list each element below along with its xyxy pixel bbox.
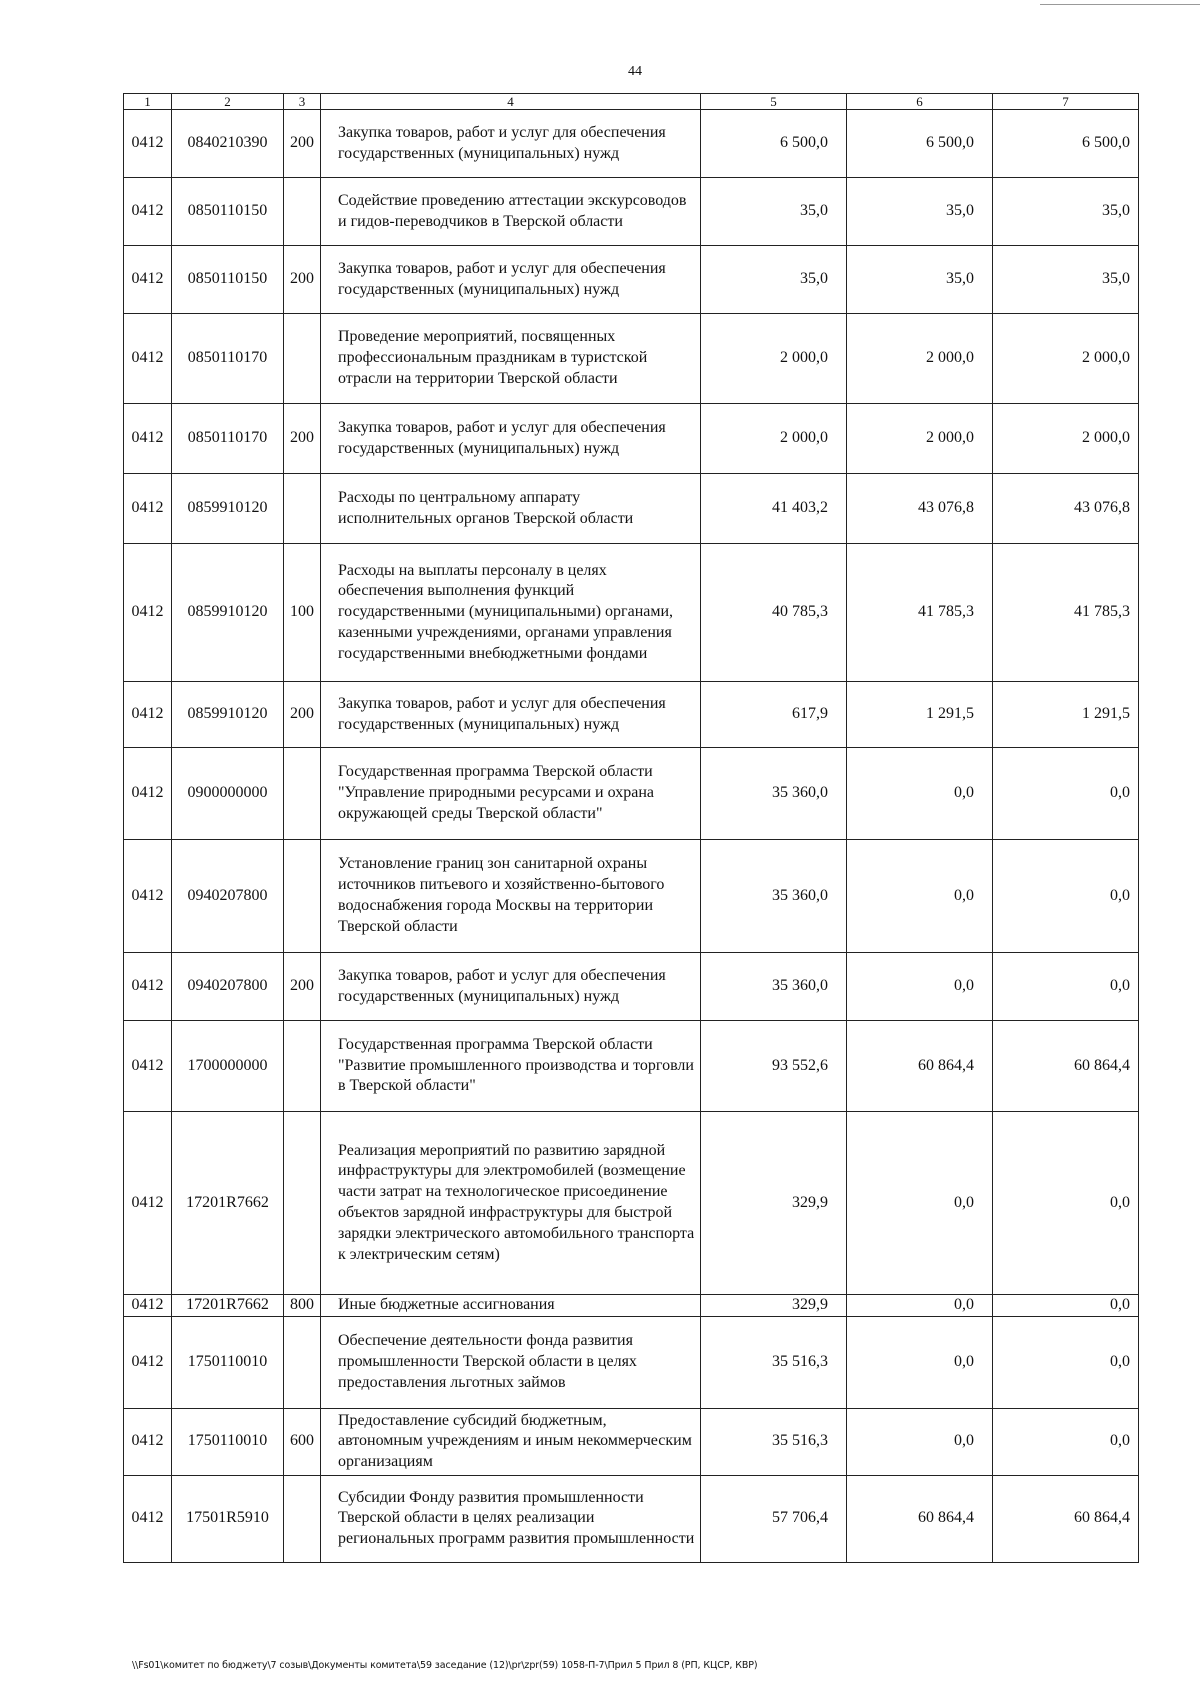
section-code: 0412	[124, 953, 172, 1021]
target-article-code: 17201R7662	[172, 1112, 284, 1295]
description: Иные бюджетные ассигнования	[321, 1295, 701, 1317]
table-row	[124, 178, 1139, 246]
target-article-code: 0859910120	[172, 544, 284, 682]
section-code: 0412	[124, 314, 172, 404]
target-article-code: 0940207800	[172, 840, 284, 953]
table-row	[124, 682, 1139, 748]
table-row	[124, 1475, 1139, 1562]
amount-col7: 0,0	[993, 1316, 1139, 1408]
amount-col5: 2 000,0	[701, 314, 847, 404]
expense-type-code	[284, 1475, 321, 1562]
amount-col7: 0,0	[993, 1295, 1139, 1317]
amount-col7: 0,0	[993, 840, 1139, 953]
expense-type-code	[284, 474, 321, 544]
description: Субсидии Фонду развития промышленности Тверской области в целях реализации региональных программ развития промышленности	[321, 1475, 701, 1562]
target-article-code: 0940207800	[172, 953, 284, 1021]
table-row	[124, 404, 1139, 474]
amount-col5: 35,0	[701, 246, 847, 314]
section-code: 0412	[124, 178, 172, 246]
target-article-code: 0840210390	[172, 110, 284, 178]
header-cell: 1	[124, 94, 172, 110]
amount-col5: 35 360,0	[701, 748, 847, 840]
expense-type-code	[284, 314, 321, 404]
footer-file-path: \\Fs01\комитет по бюджету\7 созыв\Документы комитета\59 заседание (12)\pr\zpr(59) 1058-П-7\Прил 5 Прил 8 (РП, КЦСР, КВР)	[132, 1660, 758, 1671]
header-cell: 2	[172, 94, 284, 110]
section-code: 0412	[124, 110, 172, 178]
table-row	[124, 544, 1139, 682]
amount-col6: 0,0	[847, 840, 993, 953]
table-row	[124, 1408, 1139, 1475]
table-row	[124, 953, 1139, 1021]
table-row	[124, 474, 1139, 544]
amount-col7: 41 785,3	[993, 544, 1139, 682]
amount-col7: 0,0	[993, 1112, 1139, 1295]
section-code: 0412	[124, 246, 172, 314]
description: Закупка товаров, работ и услуг для обеспечения государственных (муниципальных) нужд	[321, 682, 701, 748]
expense-type-code	[284, 748, 321, 840]
expense-type-code: 200	[284, 404, 321, 474]
amount-col7: 1 291,5	[993, 682, 1139, 748]
amount-col6: 41 785,3	[847, 544, 993, 682]
target-article-code: 0850110150	[172, 246, 284, 314]
section-code: 0412	[124, 1316, 172, 1408]
description: Закупка товаров, работ и услуг для обеспечения государственных (муниципальных) нужд	[321, 246, 701, 314]
description: Содействие проведению аттестации экскурсоводов и гидов-переводчиков в Тверской области	[321, 178, 701, 246]
target-article-code: 1750110010	[172, 1316, 284, 1408]
amount-col7: 60 864,4	[993, 1475, 1139, 1562]
amount-col5: 35,0	[701, 178, 847, 246]
table-row	[124, 314, 1139, 404]
amount-col7: 2 000,0	[993, 404, 1139, 474]
amount-col6: 60 864,4	[847, 1475, 993, 1562]
expense-type-code: 100	[284, 544, 321, 682]
expense-type-code: 200	[284, 246, 321, 314]
section-code: 0412	[124, 1295, 172, 1317]
amount-col7: 35,0	[993, 246, 1139, 314]
table-row	[124, 1112, 1139, 1295]
table-row	[124, 1021, 1139, 1112]
header-row	[124, 94, 1139, 110]
header-cell: 3	[284, 94, 321, 110]
section-code: 0412	[124, 682, 172, 748]
description: Установление границ зон санитарной охраны источников питьевого и хозяйственно-бытового водоснабжения города Москвы на территории Тверской области	[321, 840, 701, 953]
section-code: 0412	[124, 404, 172, 474]
expense-type-code	[284, 1316, 321, 1408]
amount-col5: 329,9	[701, 1112, 847, 1295]
amount-col6: 0,0	[847, 1316, 993, 1408]
target-article-code: 1700000000	[172, 1021, 284, 1112]
amount-col6: 2 000,0	[847, 314, 993, 404]
amount-col6: 1 291,5	[847, 682, 993, 748]
target-article-code: 1750110010	[172, 1408, 284, 1475]
amount-col6: 60 864,4	[847, 1021, 993, 1112]
description: Предоставление субсидий бюджетным, автономным учреждениям и иным некоммерческим организациям	[321, 1408, 701, 1475]
amount-col7: 6 500,0	[993, 110, 1139, 178]
amount-col7: 35,0	[993, 178, 1139, 246]
expense-type-code: 200	[284, 110, 321, 178]
amount-col7: 43 076,8	[993, 474, 1139, 544]
expense-type-code: 600	[284, 1408, 321, 1475]
amount-col6: 35,0	[847, 246, 993, 314]
amount-col6: 0,0	[847, 748, 993, 840]
budget-table	[123, 93, 1139, 1563]
amount-col7: 0,0	[993, 953, 1139, 1021]
amount-col7: 0,0	[993, 1408, 1139, 1475]
section-code: 0412	[124, 748, 172, 840]
table-row	[124, 110, 1139, 178]
amount-col6: 0,0	[847, 953, 993, 1021]
expense-type-code: 800	[284, 1295, 321, 1317]
section-code: 0412	[124, 1408, 172, 1475]
amount-col7: 2 000,0	[993, 314, 1139, 404]
expense-type-code: 200	[284, 953, 321, 1021]
amount-col5: 2 000,0	[701, 404, 847, 474]
amount-col6: 2 000,0	[847, 404, 993, 474]
table-row	[124, 1295, 1139, 1317]
target-article-code: 0900000000	[172, 748, 284, 840]
description: Расходы на выплаты персоналу в целях обеспечения выполнения функций государственными (муниципальными) органами, казенными учреждениями, органами управления государственными внебюджетными фондами	[321, 544, 701, 682]
page-edge-line	[1040, 4, 1200, 5]
description: Закупка товаров, работ и услуг для обеспечения государственных (муниципальных) нужд	[321, 953, 701, 1021]
section-code: 0412	[124, 1112, 172, 1295]
section-code: 0412	[124, 1021, 172, 1112]
target-article-code: 17501R5910	[172, 1475, 284, 1562]
header-cell: 7	[993, 94, 1139, 110]
expense-type-code	[284, 1112, 321, 1295]
table-row	[124, 840, 1139, 953]
target-article-code: 0859910120	[172, 682, 284, 748]
target-article-code: 0850110170	[172, 314, 284, 404]
amount-col5: 35 360,0	[701, 840, 847, 953]
description: Расходы по центральному аппарату исполнительных органов Тверской области	[321, 474, 701, 544]
section-code: 0412	[124, 544, 172, 682]
section-code: 0412	[124, 1475, 172, 1562]
expense-type-code	[284, 1021, 321, 1112]
expense-type-code: 200	[284, 682, 321, 748]
header-cell: 4	[321, 94, 701, 110]
amount-col5: 93 552,6	[701, 1021, 847, 1112]
expense-type-code	[284, 178, 321, 246]
amount-col5: 6 500,0	[701, 110, 847, 178]
section-code: 0412	[124, 474, 172, 544]
header-cell: 6	[847, 94, 993, 110]
description: Реализация мероприятий по развитию зарядной инфраструктуры для электромобилей (возмещение части затрат на технологическое присоединение объектов зарядной инфраструктуры для быстрой зарядки электрического автомобильного транспорта к электрическим сетям)	[321, 1112, 701, 1295]
section-code: 0412	[124, 840, 172, 953]
expense-type-code	[284, 840, 321, 953]
amount-col6: 0,0	[847, 1295, 993, 1317]
description: Государственная программа Тверской области "Управление природными ресурсами и охрана окружающей среды Тверской области"	[321, 748, 701, 840]
amount-col5: 35 360,0	[701, 953, 847, 1021]
description: Проведение мероприятий, посвященных профессиональным праздникам в туристской отрасли на территории Тверской области	[321, 314, 701, 404]
target-article-code: 0859910120	[172, 474, 284, 544]
amount-col5: 35 516,3	[701, 1316, 847, 1408]
amount-col5: 617,9	[701, 682, 847, 748]
target-article-code: 0850110170	[172, 404, 284, 474]
amount-col6: 43 076,8	[847, 474, 993, 544]
description: Обеспечение деятельности фонда развития промышленности Тверской области в целях предоставления льготных займов	[321, 1316, 701, 1408]
amount-col5: 35 516,3	[701, 1408, 847, 1475]
target-article-code: 17201R7662	[172, 1295, 284, 1317]
description: Закупка товаров, работ и услуг для обеспечения государственных (муниципальных) нужд	[321, 110, 701, 178]
amount-col7: 0,0	[993, 748, 1139, 840]
amount-col5: 40 785,3	[701, 544, 847, 682]
description: Закупка товаров, работ и услуг для обеспечения государственных (муниципальных) нужд	[321, 404, 701, 474]
amount-col6: 6 500,0	[847, 110, 993, 178]
amount-col5: 41 403,2	[701, 474, 847, 544]
table-row	[124, 748, 1139, 840]
table-row	[124, 246, 1139, 314]
table-row	[124, 1316, 1139, 1408]
page-number: 44	[628, 64, 642, 79]
description: Государственная программа Тверской области "Развитие промышленного производства и торговли в Тверской области"	[321, 1021, 701, 1112]
amount-col6: 0,0	[847, 1112, 993, 1295]
amount-col5: 57 706,4	[701, 1475, 847, 1562]
target-article-code: 0850110150	[172, 178, 284, 246]
amount-col5: 329,9	[701, 1295, 847, 1317]
amount-col6: 0,0	[847, 1408, 993, 1475]
amount-col7: 60 864,4	[993, 1021, 1139, 1112]
header-cell: 5	[701, 94, 847, 110]
amount-col6: 35,0	[847, 178, 993, 246]
